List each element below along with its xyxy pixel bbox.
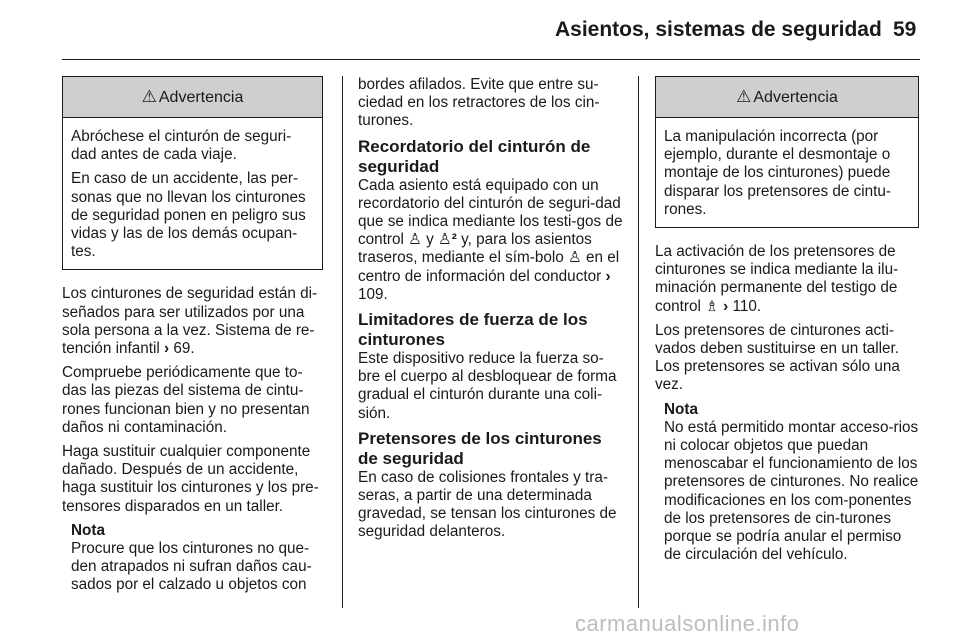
column-3	[655, 76, 919, 564]
body-paragraph: Este dispositivo reduce la fuerza so-bre el cuerpo al desbloquear de forma gradual el cinturón durante una coli-sión.	[358, 350, 617, 422]
warning-box	[655, 76, 919, 228]
section-heading: Limitadores de fuerza de los cinturones	[358, 310, 588, 350]
reference-arrow-icon: ›	[723, 297, 729, 315]
warning-body	[656, 118, 918, 227]
body-paragraph: Compruebe periódicamente que to-das las piezas del sistema de cintu-rones funcionan bien y no presentan daños ni contaminación.	[62, 364, 310, 436]
header-rule	[62, 59, 920, 60]
note-text: No está permitido montar acceso-rios ni colocar objetos que puedan menoscabar el funcionamiento de los pretensores de cinturones. No realice modificaciones en los com-ponentes de los pretensores de cin-turones porque se podría anular el permiso de circulación del vehículo.	[664, 418, 919, 564]
column-divider-1	[342, 76, 343, 608]
body-paragraph: En caso de colisiones frontales y tra-seras, a partir de una determinada gravedad, se tensan los cinturones de seguridad delanteros.	[358, 468, 617, 541]
warning-header	[63, 77, 322, 118]
page-reference[interactable]: 69.	[173, 340, 195, 358]
body-paragraph: La activación de los pretensores de cinturones se indica mediante la ilu-minación permanente del testigo de control ♗ › 110.	[655, 243, 899, 315]
column-divider-2	[638, 76, 639, 608]
body-paragraph: Cada asiento está equipado con un recordatorio del cinturón de seguri-dad que se indica mediante los testi-gos de control ♙ y ♙² y, para los asientos traseros, mediante el sím-bolo ♙ en el centro de información del conductor › 109.	[358, 176, 623, 303]
watermark: carmanualsonline.info	[575, 611, 800, 636]
page-reference[interactable]: 110.	[732, 297, 762, 315]
airbag-pretensioner-icon: ♗	[705, 297, 719, 315]
warning-triangle-icon: ⚠	[141, 87, 157, 106]
warning-triangle-icon: ⚠	[736, 87, 752, 106]
section-heading: Recordatorio del cinturón de seguridad	[358, 136, 591, 176]
warning-paragraph: En caso de un accidente, las per-sonas que no llevan los cinturones de seguridad ponen en peligro sus vidas y las de los demás ocupan-tes.	[71, 170, 306, 261]
body-paragraph: Los cinturones de seguridad están di-señados para ser utilizados por una sola persona a la vez. Sistema de re-tención infantil › 69.	[62, 285, 318, 358]
warning-paragraph: Abróchese el cinturón de seguri-dad antes de cada viaje.	[71, 128, 292, 164]
body-paragraph: bordes afilados. Evite que entre su-ciedad en los retractores de los cin-turones.	[358, 76, 600, 130]
page-header-title: Asientos, sistemas de seguridad	[555, 18, 882, 41]
note-text: Procure que los cinturones no que-den atrapados ni sufran daños cau-sados por el calzado u objetos con	[71, 540, 312, 594]
section-heading: Pretensores de los cinturones de seguridad	[358, 428, 602, 468]
warning-title: Advertencia	[158, 89, 244, 106]
warning-paragraph: La manipulación incorrecta (por ejemplo, durante el desmontaje o montaje de los cinturones) puede disparar los pretensores de cintu-rones.	[664, 128, 892, 218]
column-1	[62, 76, 323, 595]
page-reference[interactable]: 109.	[358, 285, 388, 303]
seatbelt-rear-reminder-icon: ♙²	[438, 231, 457, 249]
note-title: Nota	[664, 400, 698, 418]
warning-box	[62, 76, 323, 270]
note-block	[655, 401, 919, 565]
warning-header	[656, 77, 918, 118]
body-paragraph: Haga sustituir cualquier componente dañado. Después de un accidente, haga sustituir los cinturones y los pre-tensores disparados en un taller.	[62, 443, 319, 515]
warning-title: Advertencia	[753, 89, 838, 106]
reference-arrow-icon: ›	[605, 267, 611, 285]
reference-arrow-icon: ›	[164, 340, 170, 358]
page-number: 59	[893, 18, 917, 41]
note-block	[62, 522, 323, 595]
note-title: Nota	[71, 521, 105, 539]
body-paragraph: Los pretensores de cinturones acti-vados deben sustituirse en un taller. Los pretensores se activan sólo una vez.	[655, 321, 900, 394]
warning-body	[63, 118, 322, 269]
seatbelt-reminder-icon: ♙	[568, 249, 582, 267]
column-2	[358, 76, 624, 548]
seatbelt-reminder-icon: ♙	[408, 231, 422, 249]
